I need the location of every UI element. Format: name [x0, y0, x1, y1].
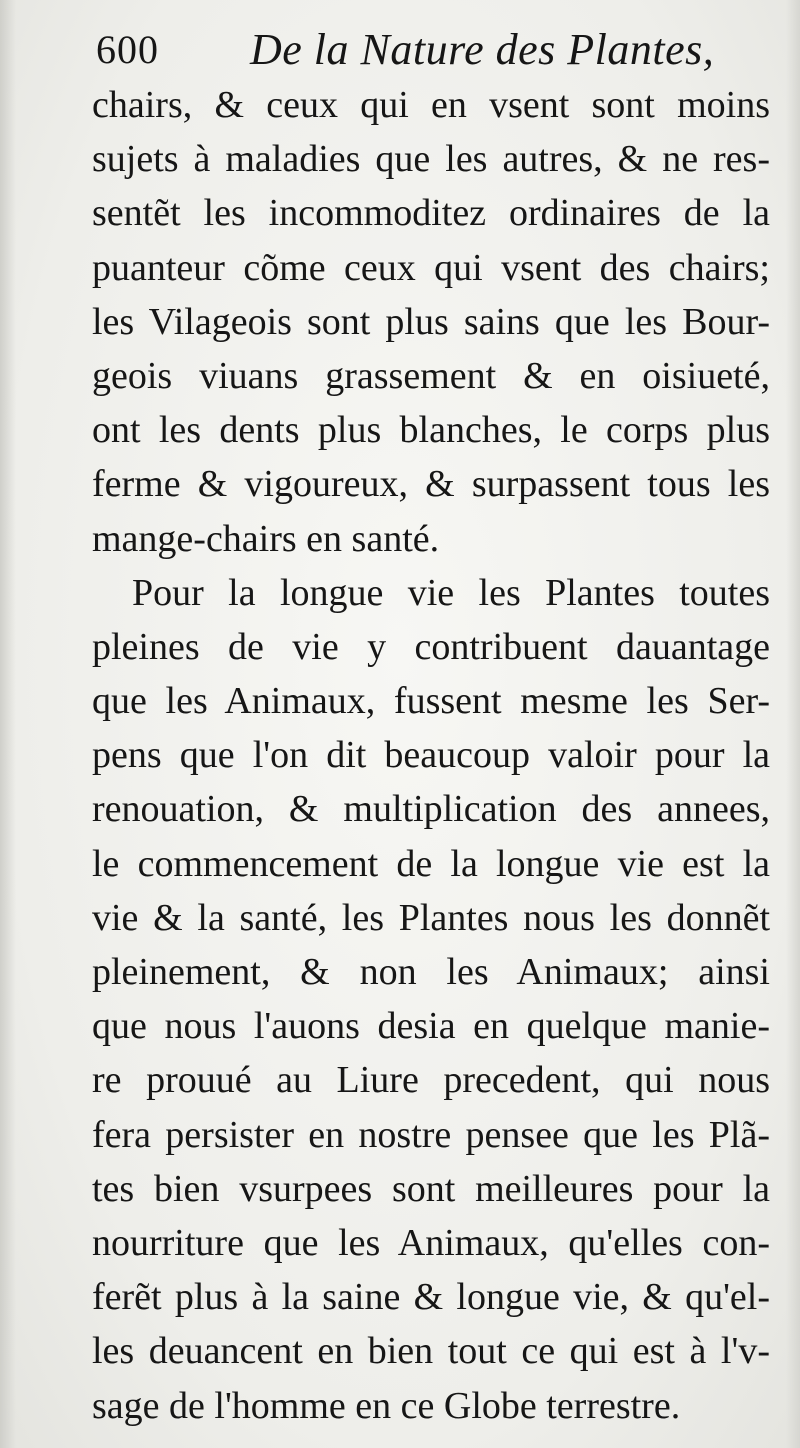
text-line: nourriture que les Animaux, qu'elles con-	[92, 1221, 770, 1264]
running-head	[96, 20, 736, 78]
text-line: ferẽt plus à la saine & longue vie, & qu'el-	[92, 1276, 770, 1319]
text-line: pleines de vie y contribuent dauantage	[92, 625, 770, 668]
running-title: De la Nature des Plantes,	[250, 25, 715, 74]
text-line: ont les dents plus blanches, le corps plus	[92, 409, 770, 452]
text-line: sentẽt les incommoditez ordinaires de la	[92, 192, 770, 235]
text-line: re prouué au Liure precedent, qui nous	[92, 1059, 770, 1102]
paragraph-end-line: mange-chairs en santé.	[92, 517, 440, 560]
paragraph-end-line: sage de l'homme en ce Globe terrestre.	[92, 1384, 681, 1427]
text-line: puanteur cõme ceux qui vsent des chairs;	[92, 246, 770, 289]
text-line: renouation, & multiplication des annees,	[92, 788, 770, 831]
page-number: 600	[96, 27, 159, 72]
text-line: fera persister en nostre pensee que les Plã-	[92, 1113, 770, 1156]
text-line: sujets à maladies que les autres, & ne res-	[92, 138, 770, 181]
text-line: que les Animaux, fussent mesme les Ser-	[92, 680, 770, 723]
body-text	[92, 78, 770, 1433]
paragraph-first-line: Pour la longue vie les Plantes toutes	[132, 571, 770, 614]
text-line: vie & la santé, les Plantes nous les donnẽt	[92, 896, 770, 939]
text-line: chairs, & ceux qui en vsent sont moins	[92, 84, 770, 126]
text-line: les deuancent en bien tout ce qui est à l'v-	[92, 1330, 770, 1373]
text-line: les Vilageois sont plus sains que les Bour-	[92, 300, 770, 343]
text-line: tes bien vsurpees sont meilleures pour la	[92, 1167, 770, 1210]
text-line: pleinement, & non les Animaux; ainsi	[92, 951, 770, 993]
text-line: le commencement de la longue vie est la	[92, 842, 770, 885]
text-line: que nous l'auons desia en quelque manie-	[92, 1005, 770, 1048]
text-line: ferme & vigoureux, & surpassent tous les	[92, 463, 770, 506]
text-line: pens que l'on dit beaucoup valoir pour la	[92, 734, 770, 777]
text-line: geois viuans grassement & en oisiueté,	[92, 354, 770, 397]
